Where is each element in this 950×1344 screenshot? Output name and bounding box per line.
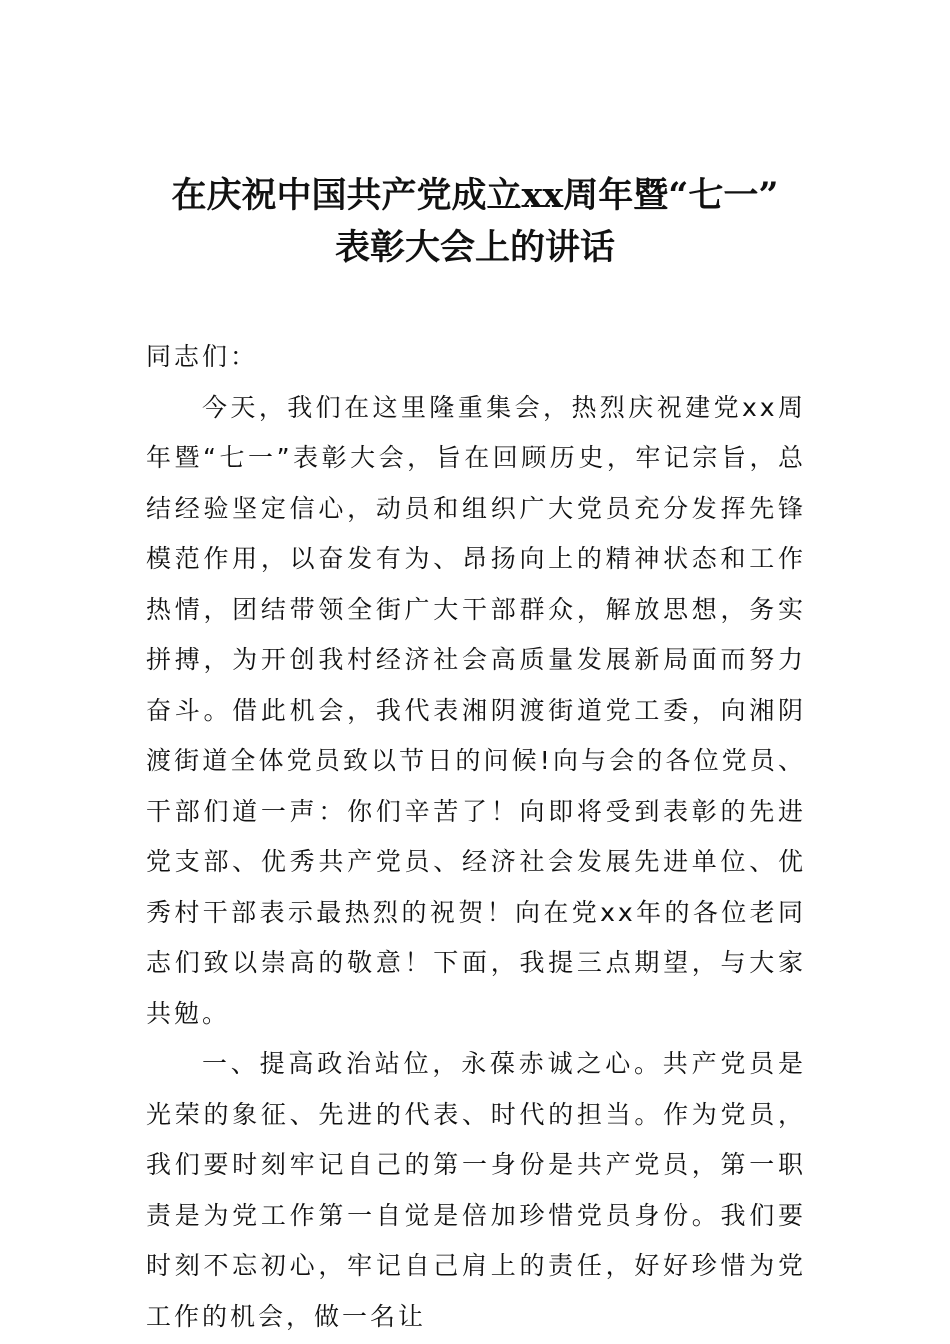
document-body — [146, 332, 806, 1342]
paragraph-2: 一、提高政治站位，永葆赤诚之心。共产党员是光荣的象征、先进的代表、时代的担当。作为党员，我们要时刻牢记自己的第一身份是共产党员，第一职责是为党工作第一自觉是倍加珍惜党员身份。我们要时刻不忘初心，牢记自己肩上的责任，好好珍惜为党工作的机会，做一名让 — [146, 1049, 806, 1331]
document-title — [0, 170, 950, 274]
title-line-1: 在庆祝中国共产党成立xx周年暨“七一” — [171, 175, 779, 216]
title-line-2: 表彰大会上的讲话 — [334, 227, 615, 268]
paragraph-1: 今天，我们在这里隆重集会，热烈庆祝建党xx周年暨“七一”表彰大会，旨在回顾历史，牢记宗旨，总结经验坚定信心，动员和组织广大党员充分发挥先锋模范作用，以奋发有为、昂扬向上的精神状态和工作热情，团结带领全街广大干部群众，解放思想，务实拼搏，为开创我村经济社会高质量发展新局面而努力奋斗。借此机会，我代表湘阴渡街道党工委，向湘阴渡街道全体党员致以节日的问候!向与会的各位党员、干部们道一声：你们辛苦了！向即将受到表彰的先进党支部、优秀共产党员、经济社会发展先进单位、优秀村干部表示最热烈的祝贺！向在党xx年的各位老同志们致以崇高的敬意！下面，我提三点期望，与大家共勉。 — [146, 392, 806, 1028]
greeting: 同志们： — [146, 342, 259, 371]
